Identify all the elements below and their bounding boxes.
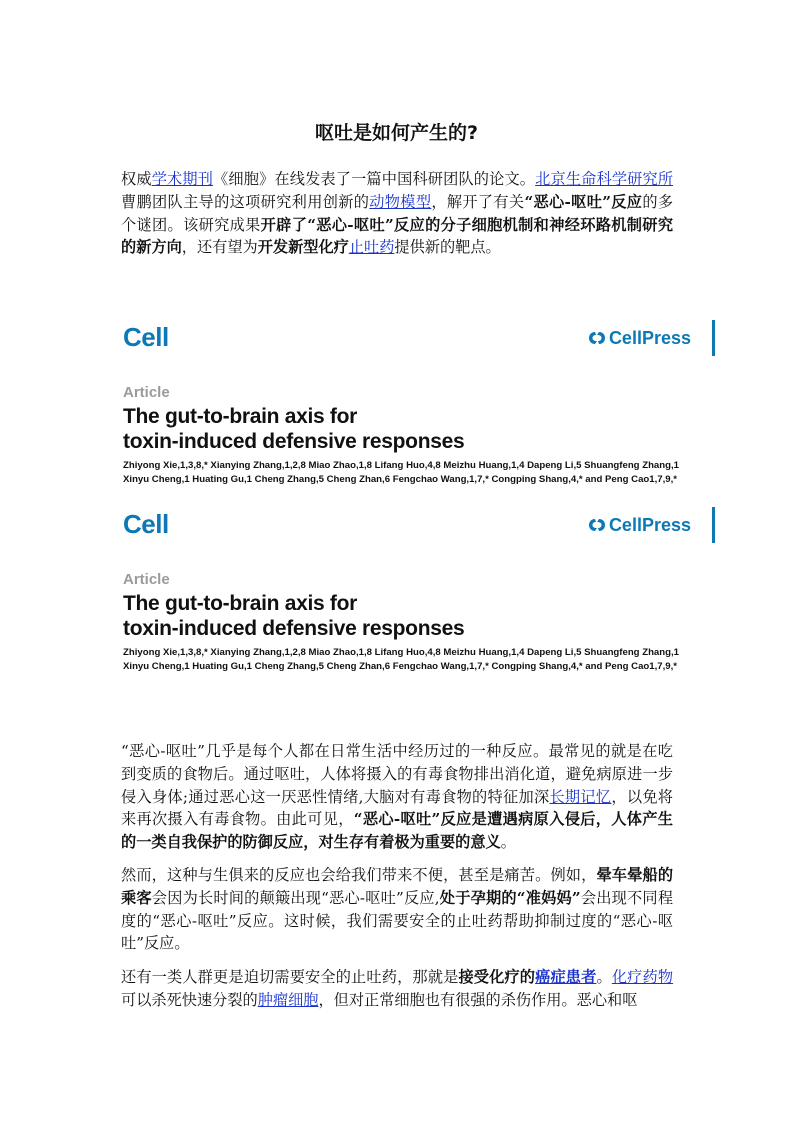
paragraph-inconvenience: 然而，这种与生俱来的反应也会给我们带来不便，甚至是痛苦。例如，晕车晕船的乘客会因为长时间的颠簸出现“恶心-呕吐”反应,处于孕期的“准妈妈”会出现不同程度的“恶心-呕吐”反应。这时候，我们需要安全的止吐药帮助抑制过度的“恶心-呕吐”反应。: [121, 866, 674, 953]
link-chemo-drugs[interactable]: 化疗药物: [611, 968, 674, 986]
paper-header-image-2: [121, 505, 721, 677]
link-cancer-patients[interactable]: 癌症患者: [535, 968, 597, 986]
paper-title: The gut-to-brain axis for toxin-induced defensive responses: [123, 592, 465, 640]
cellpress-mark-icon: [588, 518, 606, 532]
accent-bar: [712, 507, 715, 543]
paper-authors: Zhiyong Xie,1,3,8,* Xianying Zhang,1,2,8 Miao Zhao,1,8 Lifang Huo,4,8 Meizhu Huang,1,4 Dapeng Li,5 Shuangfeng Zhang,1 Xinyu Cheng,1 Huating Gu,1 Cheng Zhang,5 Cheng Zhan,6 Fengchao Wang,1,7,* Congping Shang,4,* and Peng Cao1,7,9,*: [123, 647, 679, 672]
intro-paragraph: 权威学术期刊《细胞》在线发表了一篇中国科研团队的论文。北京生命科学研究所曹鹏团队主导的这项研究利用创新的动物模型，解开了有关“恶心-呕吐”反应的多个谜团。该研究成果开辟了“恶心-呕吐”反应的分子细胞机制和神经环路机制研究的新方向，还有望为开发新型化疗止吐药提供新的靶点。: [121, 170, 674, 257]
page-title: 呕吐是如何产生的?: [314, 122, 479, 144]
cell-journal-logo: Cell: [123, 509, 169, 539]
paragraph-chemotherapy: 还有一类人群更是迫切需要安全的止吐药，那就是接受化疗的癌症患者。化疗药物可以杀死快速分裂的肿瘤细胞，但对正常细胞也有很强的杀伤作用。恶心和呕: [121, 968, 674, 1009]
accent-bar: [712, 320, 715, 356]
paper-header-image-1: [121, 318, 721, 490]
paper-title: The gut-to-brain axis for toxin-induced defensive responses: [123, 405, 465, 453]
paragraph-nausea-vomiting: “恶心-呕吐”几乎是每个人都在日常生活中经历过的一种反应。最常见的就是在吃到变质的食物后。通过呕吐，人体将摄入的有毒食物排出消化道，避免病原进一步侵入身体;通过恶心这一厌恶性情绪,大脑对有毒食物的特征加深长期记忆，以免将来再次摄入有毒食物。由此可见，“恶心-呕吐”反应是遭遇病原入侵后，人体产生的一类自我保护的防御反应，对生存有着极为重要的意义。: [121, 742, 673, 852]
link-animal-model[interactable]: 动物模型: [369, 192, 432, 211]
link-antiemetic[interactable]: 止吐药: [348, 238, 395, 257]
link-tumor-cells[interactable]: 肿瘤细胞: [257, 990, 319, 1009]
cellpress-logo: CellPress: [588, 328, 691, 349]
cell-journal-logo: Cell: [123, 322, 169, 352]
paper-authors: Zhiyong Xie,1,3,8,* Xianying Zhang,1,2,8 Miao Zhao,1,8 Lifang Huo,4,8 Meizhu Huang,1,4 Dapeng Li,5 Shuangfeng Zhang,1 Xinyu Cheng,1 Huating Gu,1 Cheng Zhang,5 Cheng Zhan,6 Fengchao Wang,1,7,* Congping Shang,4,* and Peng Cao1,7,9,*: [123, 460, 679, 485]
cellpress-mark-icon: [588, 331, 606, 345]
link-academic-journal[interactable]: 学术期刊: [151, 170, 214, 188]
article-type-label: Article: [123, 384, 170, 401]
article-type-label: Article: [123, 571, 170, 588]
link-long-term-memory[interactable]: 长期记忆: [549, 787, 612, 806]
cellpress-logo: CellPress: [588, 515, 691, 536]
link-beijing-institute[interactable]: 北京生命科学研究所: [535, 170, 674, 188]
